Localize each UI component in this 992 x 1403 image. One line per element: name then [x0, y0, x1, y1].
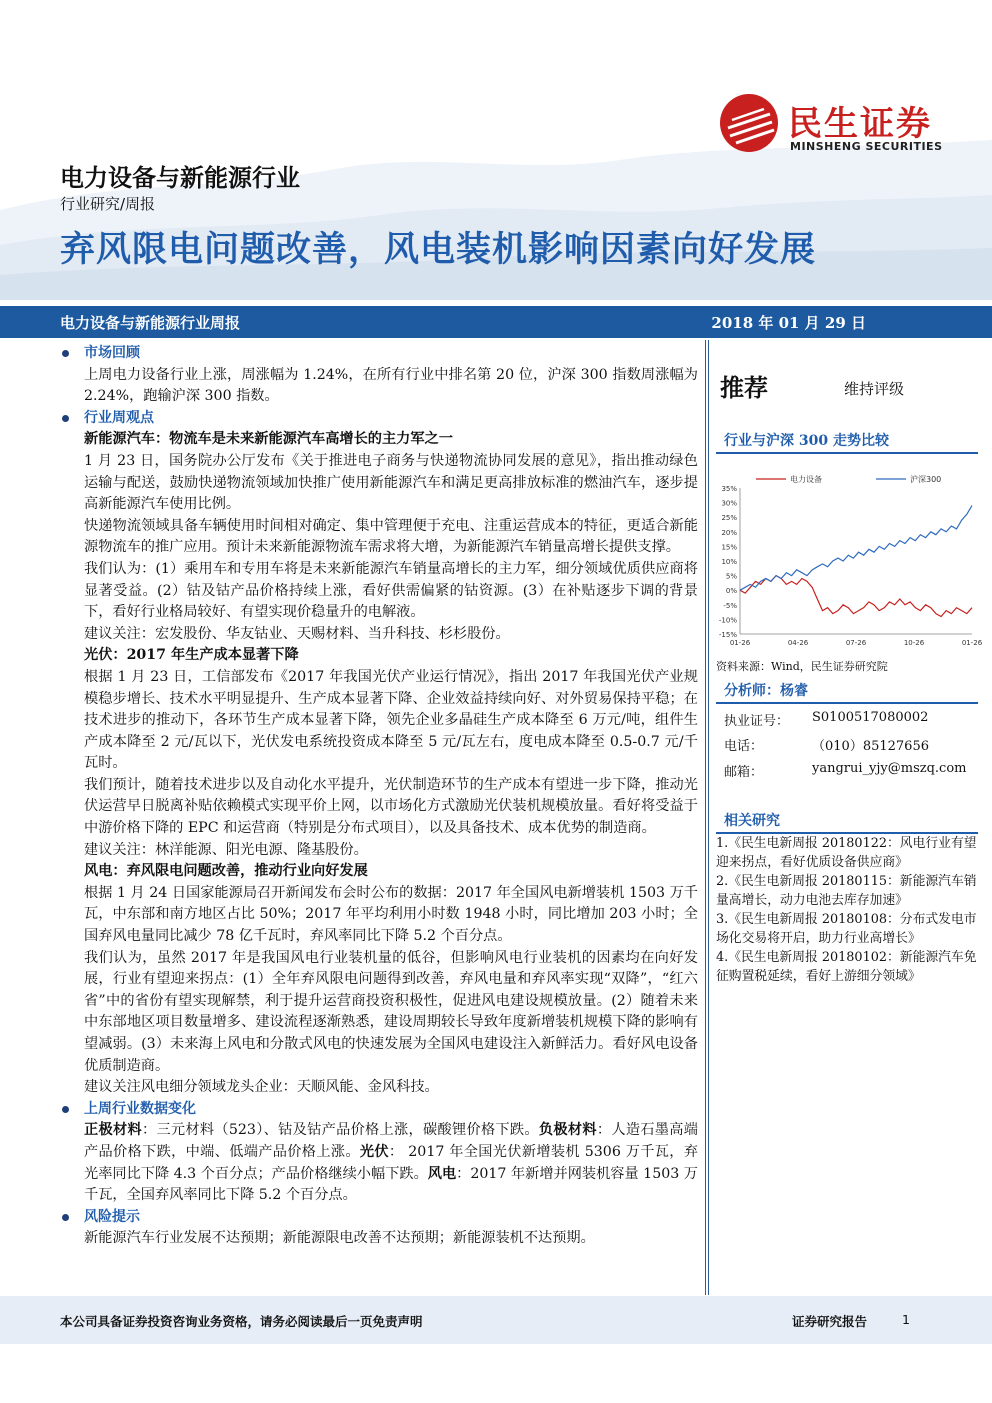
inline-label: 光伏 — [359, 1143, 389, 1160]
page-footer — [0, 1296, 992, 1344]
recommendation: 推荐 — [720, 374, 768, 402]
trend-chart — [716, 470, 983, 655]
paragraph: 新能源汽车行业发展不达预期；新能源限电改善不达预期；新能源装机不达预期。 — [84, 1230, 595, 1247]
legend-label: 电力设备 — [790, 475, 822, 484]
footer-disclaimer: 本公司具备证券投资咨询业务资格，请务必阅读最后一页免责声明 — [60, 1314, 423, 1329]
y-tick-label: -15% — [718, 631, 737, 639]
y-tick-label: 25% — [721, 514, 737, 523]
legend-label: 沪深300 — [910, 475, 942, 484]
inline-text: ：2017 年新增并网装机容量 1503 万千瓦，全国弃风率同比下降 5.2 个百分点。 — [84, 1165, 698, 1204]
heading-underline — [716, 702, 978, 704]
bullet-icon — [62, 1106, 69, 1113]
related-heading — [716, 810, 978, 830]
inline-label: 正极材料 — [84, 1122, 142, 1139]
inline-text: ： 2017 年全国光伏新增装机 5306 万千瓦，弃光率同比下降 4.3 个百分点；产品价格继续小幅下跌。 — [84, 1143, 698, 1182]
related-item[interactable]: 4.《民生电新周报 20180102：新能源汽车免征购置税延续，看好上游细分领域》 — [716, 950, 977, 984]
paragraph: 建议关注：宏发股份、华友钴业、天赐材料、当升科技、杉杉股份。 — [84, 625, 510, 642]
y-tick-label: 0% — [725, 587, 737, 596]
subheading: 风电：弃风限电问题改善，推动行业向好发展 — [84, 863, 368, 880]
subheading: 光伏：2017 年生产成本显著下降 — [84, 647, 299, 664]
related-title: 相关研究 — [724, 813, 780, 829]
bullet-icon — [62, 415, 69, 422]
inline-text: ：三元材料（523）、钴及钴产品价格上涨，碳酸锂价格下跌。 — [141, 1122, 539, 1139]
section-heading — [58, 1099, 698, 1121]
paragraph — [58, 1120, 698, 1206]
y-tick-label: 30% — [721, 499, 737, 508]
section-title: 风险提示 — [84, 1208, 140, 1225]
bullet-icon — [62, 1214, 69, 1221]
related-item[interactable]: 2.《民生电新周报 20180115：新能源汽车销量高增长，动力电池去库存加速》 — [716, 874, 977, 908]
series-line — [740, 576, 972, 617]
phone-row — [724, 735, 929, 754]
series-line — [740, 506, 972, 591]
related-item[interactable]: 1.《民生电新周报 20180122：风电行业有望迎来拐点，看好优质设备供应商》 — [716, 836, 977, 870]
section-heading — [58, 408, 698, 430]
main-content — [58, 343, 698, 1250]
x-tick-label: 01-26 — [729, 639, 751, 647]
paragraph: 根据 1 月 23 日，工信部发布《2017 年我国光伏产业运行情况》，指出 2017 年我国光伏产业规模稳步增长、技术水平明显提升、生产成本显著下降、企业效益持续向好、对外贸易保持平稳；在技术进步的推动下，各环节生产成本显著下降，领先企业多晶硅生产成本降至 6 万元/吨，组件生产成本降至 2 元/瓦以下，光伏发电系统投资成本降至 5 元/瓦左右，度电成本降至 0.5-0.7 元/千瓦时。 — [84, 668, 698, 772]
company-logo — [718, 92, 958, 162]
column-divider — [705, 340, 706, 1295]
y-tick-label: -5% — [723, 601, 737, 610]
cert-value: S0100517080002 — [812, 710, 929, 725]
title-bar — [0, 306, 992, 338]
section-title: 上周行业数据变化 — [84, 1100, 196, 1117]
x-tick-label: 04-26 — [787, 639, 809, 647]
y-tick-label: 10% — [721, 558, 737, 566]
chart-heading-text: 行业与沪深 300 走势比较 — [724, 433, 889, 449]
section-title: 行业周观点 — [84, 409, 154, 426]
chart-source: 资料来源：Wind，民生证券研究院 — [716, 660, 888, 673]
phone-label: 电话： — [724, 739, 764, 754]
paragraph: 上周电力设备行业上涨，周涨幅为 1.24%，在所有行业中排名第 20 位，沪深 300 指数周涨幅为 2.24%，跑输沪深 300 指数。 — [84, 366, 698, 405]
paragraph: 根据 1 月 24 日国家能源局召开新闻发布会时公布的数据：2017 年全国风电新增装机 1503 万千瓦，中东部和南方地区占比 50%；2017 年平均利用小时数 1948 小时，同比增加 203 小时；全国弃风电量同比减少 78 亿千瓦时，弃风率同比下降 5.2 个百分点。 — [84, 884, 698, 945]
page-number: 1 — [902, 1312, 910, 1327]
rating: 维持评级 — [844, 380, 905, 398]
paragraph: 1 月 23 日，国务院办公厅发布《关于推进电子商务与快递物流协同发展的意见》，指出推动绿色运输与配送，鼓励快递物流领域加快推广使用新能源汽车和满足更高排放标准的燃油汽车，逐步提高新能源汽车使用比例。 — [84, 452, 698, 513]
cert-label: 执业证号： — [724, 714, 790, 729]
related-list — [716, 834, 978, 986]
related-item[interactable]: 3.《民生电新周报 20180108：分布式发电市场化交易将开启，助力行业高增长》 — [716, 912, 977, 946]
subheading: 新能源汽车：物流车是未来新能源汽车高增长的主力军之一 — [84, 431, 453, 448]
email-value[interactable]: yangrui_yjy@mszq.com — [812, 761, 967, 776]
bar-report-series: 电力设备与新能源行业周报 — [60, 314, 241, 332]
column-divider — [708, 340, 709, 1295]
logo-emblem-icon — [718, 92, 780, 154]
inline-text: ：人造石墨高端产品价格下跌，中端、低端产品价格上涨。 — [84, 1122, 698, 1160]
x-tick-label: 07-26 — [845, 639, 867, 647]
inline-label: 风电 — [427, 1165, 457, 1182]
x-tick-label: 10-26 — [903, 639, 925, 647]
paragraph: 建议关注：林洋能源、阳光电源、隆基股份。 — [84, 841, 368, 858]
paragraph: 快递物流领域具备车辆使用时间相对确定、集中管理便于充电、注重运营成本的特征，更适合新能源物流车的推广应用。预计未来新能源物流车需求将大增，为新能源汽车销量高增长提供支撑。 — [84, 517, 698, 556]
email-row — [724, 761, 967, 780]
phone-value: （010）85127656 — [812, 739, 929, 754]
y-tick-label: 35% — [721, 485, 737, 493]
cert-row — [724, 710, 929, 729]
logo-text-cn: 民生证券 — [788, 104, 932, 144]
section-heading — [58, 343, 698, 365]
analyst-heading — [716, 680, 978, 700]
paragraph: 建议关注风电细分领域龙头企业：天顺风能、金风科技。 — [84, 1079, 439, 1096]
paragraph: 我们认为，虽然 2017 年是我国风电行业装机量的低谷，但影响风电行业装机的因素均在向好发展，行业有望迎来拐点：(1）全年弃风限电问题得到改善，弃风电量和弃风率实现“双降”，“红六省”中的省份有望实现解禁，利于提升运营商投资积极性，促进风电建设规模放量。(2）随着未来中东部地区项目数量增多、建设流程逐渐熟悉，建设周期较长导致年度新增装机规模下降的影响有望减弱。(3）未来海上风电和分散式风电的快速发展为全国风电建设注入新鲜活力。看好风电设备优质制造商。 — [84, 949, 698, 1074]
heading-underline — [716, 452, 978, 454]
inline-label: 负极材料 — [538, 1122, 597, 1139]
analyst-name: 分析师：杨睿 — [724, 683, 808, 699]
footer-report-type: 证券研究报告 — [792, 1314, 868, 1329]
y-tick-label: 5% — [725, 572, 737, 581]
industry-title: 电力设备与新能源行业 — [60, 164, 300, 192]
section-heading — [58, 1207, 698, 1229]
logo-text-en: MINSHENG SECURITIES — [790, 140, 943, 153]
email-label: 邮箱： — [724, 765, 764, 780]
chart-heading — [716, 430, 978, 450]
bullet-icon — [62, 350, 69, 357]
x-tick-label: 01-26 — [961, 639, 983, 647]
bar-report-date: 2018 年 01 月 29 日 — [711, 314, 866, 332]
paragraph: 我们认为：(1）乘用车和专用车将是未来新能源汽车销量高增长的主力军，细分领域优质供应商将显著受益。(2）钴及钴产品价格持续上涨，看好供需偏紧的钴资源。(3）在补贴逐步下调的背景下，看好行业格局较好、有望实现价稳量升的电解液。 — [84, 560, 698, 621]
paragraph: 我们预计，随着技术进步以及自动化水平提升，光伏制造环节的生产成本有望进一步下降，推动光伏运营早日脱离补贴依赖模式实现平价上网，以市场化方式激励光伏装机规模放量。看好将受益于中游价格下降的 EPC 和运营商（特别是分布式项目），以及具备技术、成本优势的制造商。 — [84, 776, 698, 837]
report-title: 弃风限电问题改善，风电装机影响因素向好发展 — [60, 230, 817, 270]
y-tick-label: 20% — [721, 528, 737, 537]
report-type: 行业研究/周报 — [60, 195, 156, 213]
y-tick-label: -10% — [718, 616, 737, 625]
y-tick-label: 15% — [721, 543, 737, 552]
section-title: 市场回顾 — [84, 345, 140, 361]
